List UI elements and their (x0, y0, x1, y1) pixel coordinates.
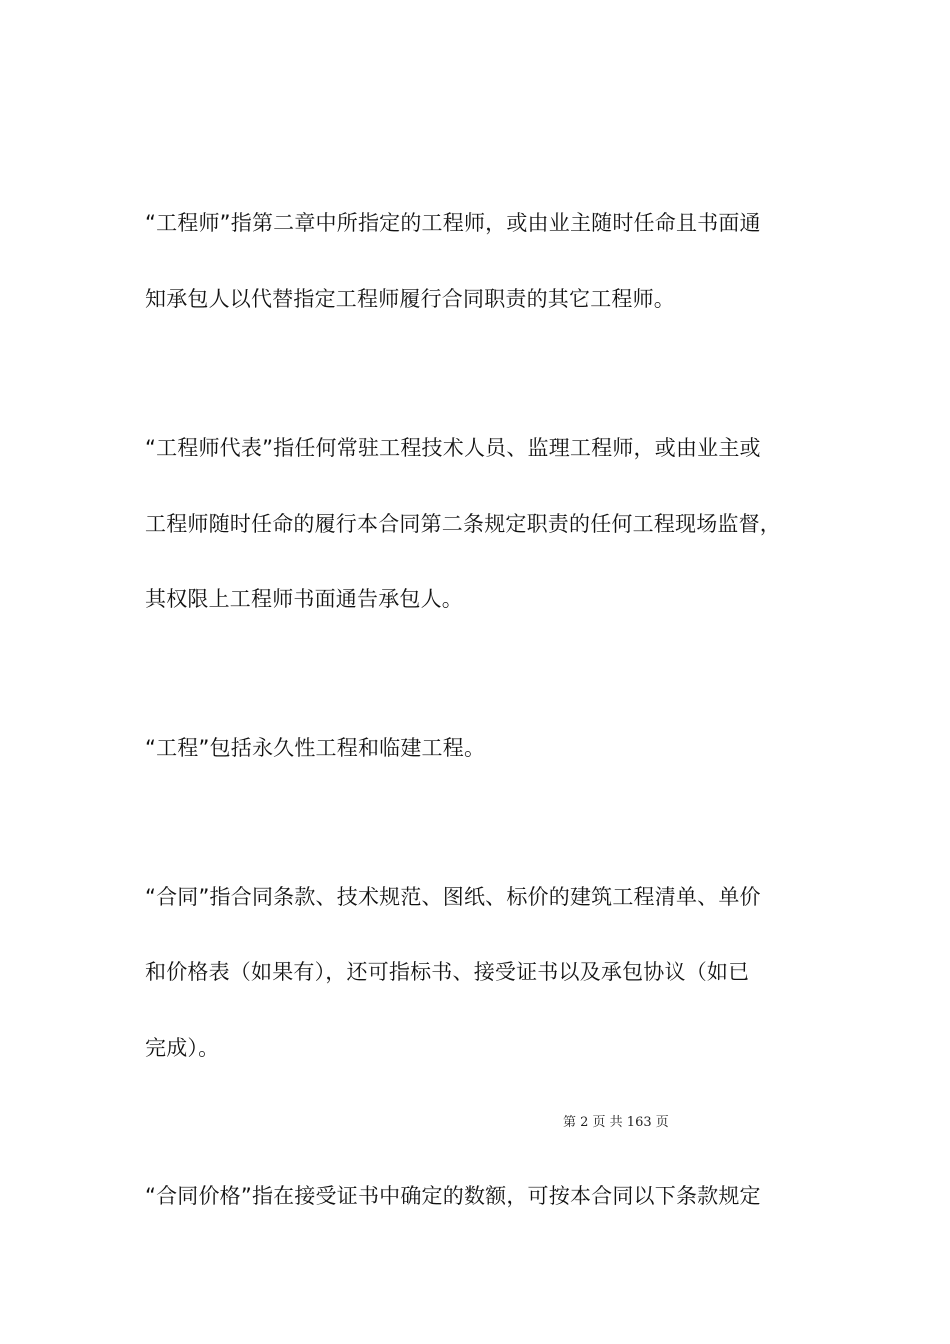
paragraph-works-line-1: “工程”包括永久性工程和临建工程。 (145, 736, 486, 760)
paragraph-contract-price-line-1: “合同价格”指在接受证书中确定的数额，可按本合同以下条款规定 (145, 1184, 761, 1208)
paragraph-engineer-line-1: “工程师”指第二章中所指定的工程师，或由业主随时任命且书面通 (145, 211, 761, 235)
paragraph-engineer-representative-line-1: “工程师代表”指任何常驻工程技术人员、监理工程师，或由业主或 (145, 436, 761, 460)
paragraph-contract-line-2: 和价格表（如果有），还可指标书、接受证书以及承包协议（如已 (145, 960, 750, 984)
page-number-footer: 第 2 页 共 163 页 (563, 1115, 669, 1130)
paragraph-engineer-representative-line-2: 工程师随时任命的履行本合同第二条规定职责的任何工程现场监督， (145, 512, 781, 536)
paragraph-contract-line-3: 完成）。 (145, 1036, 220, 1060)
paragraph-contract-line-1: “合同”指合同条款、技术规范、图纸、标价的建筑工程清单、单价 (145, 885, 761, 909)
paragraph-engineer-representative-line-3: 其权限上工程师书面通告承包人。 (145, 587, 463, 611)
paragraph-engineer-line-2: 知承包人以代替指定工程师履行合同职责的其它工程师。 (145, 287, 675, 311)
